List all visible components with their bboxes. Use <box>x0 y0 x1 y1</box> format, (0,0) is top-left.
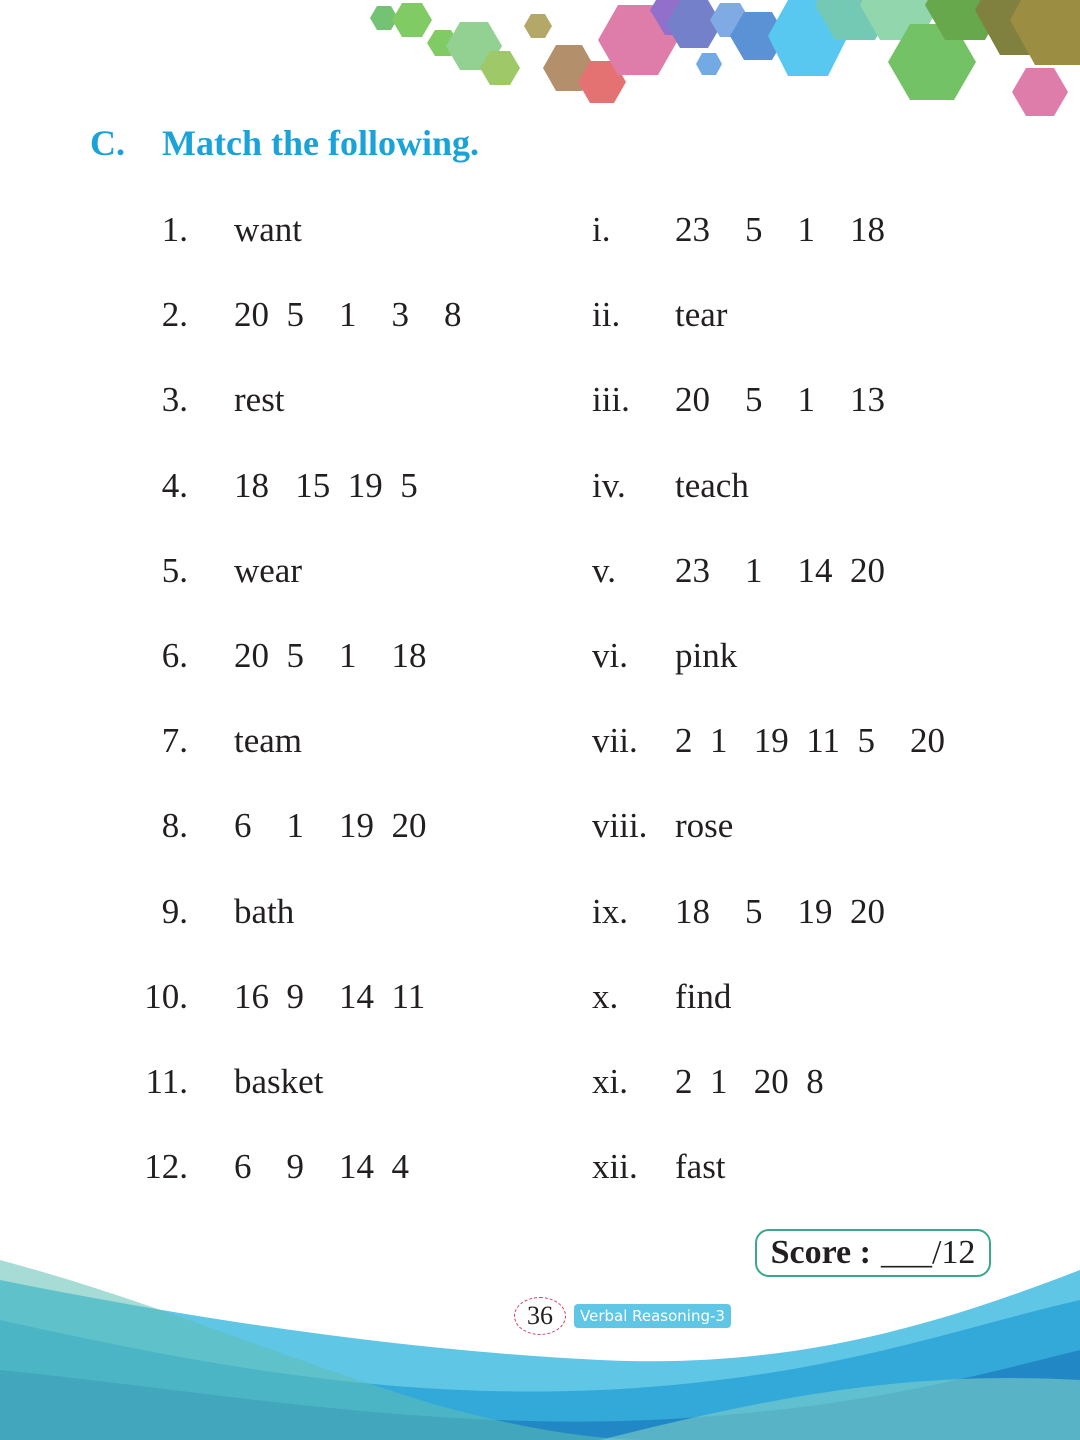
list-item <box>140 803 520 888</box>
list-item <box>592 974 1012 1059</box>
item-numeral: i. <box>592 210 611 249</box>
item-value: find <box>675 976 732 1016</box>
item-value: 6 9 14 4 <box>234 1147 409 1187</box>
item-numeral: ix. <box>592 891 628 931</box>
list-item <box>592 889 1012 974</box>
item-value: 6 1 19 20 <box>234 806 427 846</box>
item-value: basket <box>234 1061 324 1101</box>
item-number: 2. <box>161 295 188 335</box>
page-number: 36 <box>514 1297 566 1335</box>
list-item <box>140 718 520 803</box>
page-footer <box>514 1297 731 1335</box>
section-title: Match the following. <box>162 123 479 163</box>
section-letter: C. <box>90 123 125 163</box>
item-numeral: vii. <box>592 721 638 761</box>
item-value: 23 1 14 20 <box>675 550 885 590</box>
item-numeral: xii. <box>592 1147 638 1187</box>
item-numeral: vi. <box>592 635 628 675</box>
item-value: team <box>234 721 303 761</box>
list-item <box>592 377 1012 462</box>
list-item <box>140 548 520 633</box>
item-value: 20 5 1 18 <box>234 635 427 675</box>
list-item <box>592 207 1012 292</box>
item-value: teach <box>675 465 749 505</box>
item-value: rest <box>234 380 285 420</box>
list-item <box>592 633 1012 718</box>
item-value: rose <box>675 806 734 846</box>
item-numeral: iv. <box>592 465 626 505</box>
item-number: 1. <box>161 210 188 249</box>
item-value: 20 5 1 3 8 <box>234 295 462 335</box>
book-title-tag: Verbal Reasoning-3 <box>574 1304 731 1328</box>
item-value: 2 1 20 8 <box>675 1061 824 1101</box>
item-numeral: xi. <box>592 1061 628 1101</box>
item-numeral: iii. <box>592 380 630 420</box>
score-blank: ___/12 <box>880 1234 976 1271</box>
list-item <box>140 1144 520 1229</box>
item-number: 6. <box>161 635 188 675</box>
item-value: 16 9 14 11 <box>234 976 426 1016</box>
item-number: 12. <box>144 1147 188 1187</box>
list-item <box>140 889 520 974</box>
list-item <box>140 207 520 292</box>
item-number: 7. <box>161 721 188 761</box>
item-value: 20 5 1 13 <box>675 380 885 420</box>
item-value: 18 5 19 20 <box>675 891 885 931</box>
hexagon-banner-decoration <box>0 0 1080 130</box>
item-number: 8. <box>161 806 188 846</box>
list-item <box>592 718 1012 803</box>
item-value: 18 15 19 5 <box>234 465 418 505</box>
list-item <box>592 1059 1012 1144</box>
list-item <box>140 377 520 462</box>
list-item <box>592 803 1012 888</box>
score-label: Score : <box>770 1234 871 1271</box>
item-number: 10. <box>144 976 188 1016</box>
item-value: bath <box>234 891 295 931</box>
list-item <box>140 463 520 548</box>
item-value: fast <box>675 1147 726 1187</box>
item-numeral: v. <box>592 550 616 590</box>
item-number: 11. <box>145 1061 188 1101</box>
item-number: 4. <box>161 465 188 505</box>
wave-footer-decoration <box>0 1260 1080 1440</box>
item-value: tear <box>675 295 728 335</box>
item-numeral: viii. <box>592 806 648 846</box>
item-numeral: x. <box>592 976 619 1016</box>
item-value: 23 5 1 18 <box>675 210 885 249</box>
list-item <box>140 633 520 718</box>
item-number: 9. <box>161 891 188 931</box>
section-heading <box>90 122 479 164</box>
right-column <box>592 207 1012 1229</box>
list-item <box>140 292 520 377</box>
item-value: wear <box>234 550 303 590</box>
list-item <box>592 292 1012 377</box>
list-item <box>140 974 520 1059</box>
item-value: want <box>234 210 303 249</box>
score-box <box>755 1229 991 1277</box>
item-numeral: ii. <box>592 295 621 335</box>
item-number: 5. <box>161 550 188 590</box>
list-item <box>140 1059 520 1144</box>
list-item <box>592 1144 1012 1229</box>
list-item <box>592 463 1012 548</box>
item-number: 3. <box>161 380 188 420</box>
item-value: 2 1 19 11 5 20 <box>675 721 945 761</box>
item-value: pink <box>675 635 738 675</box>
list-item <box>592 548 1012 633</box>
left-column <box>140 207 520 1229</box>
